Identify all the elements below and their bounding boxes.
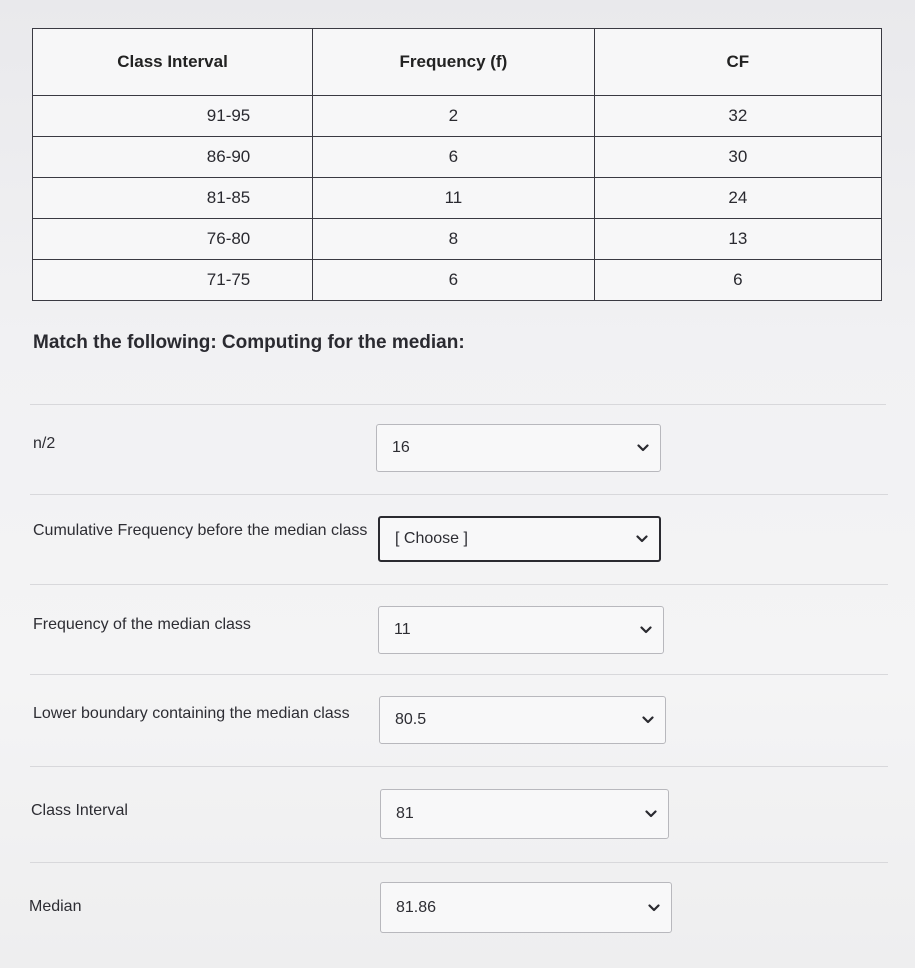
cell-interval: 71-75 <box>33 260 313 301</box>
cell-interval: 91-95 <box>33 96 313 137</box>
match-select-cumulative-frequency[interactable] <box>378 516 661 562</box>
select-value: 11 <box>394 621 411 638</box>
table-row <box>33 260 882 301</box>
match-select-frequency-median[interactable] <box>378 606 664 654</box>
chevron-down-icon <box>635 532 649 546</box>
cell-cf: 6 <box>594 260 881 301</box>
table-row <box>33 178 882 219</box>
table-row <box>33 219 882 260</box>
cell-interval: 76-80 <box>33 219 313 260</box>
table-row <box>33 137 882 178</box>
divider <box>30 862 888 863</box>
match-label-frequency-median: Frequency of the median class <box>33 616 251 633</box>
header-frequency: Frequency (f) <box>313 29 595 96</box>
divider <box>30 494 888 495</box>
chevron-down-icon <box>644 807 658 821</box>
chevron-down-icon <box>639 623 653 637</box>
cell-cf: 24 <box>594 178 881 219</box>
header-class-interval: Class Interval <box>33 29 313 96</box>
match-select-class-interval[interactable] <box>380 789 669 839</box>
match-select-n-half[interactable] <box>376 424 661 472</box>
question-title: Match the following: Computing for the median: <box>33 332 465 353</box>
match-select-lower-boundary[interactable] <box>379 696 666 744</box>
divider <box>30 766 888 767</box>
select-value: 16 <box>392 439 410 456</box>
match-label-class-interval: Class Interval <box>31 802 128 819</box>
divider <box>30 674 888 675</box>
select-value: [ Choose ] <box>395 530 468 547</box>
frequency-distribution-table <box>32 28 882 301</box>
match-label-lower-boundary: Lower boundary containing the median class <box>33 705 350 722</box>
match-label-cumulative-frequency: Cumulative Frequency before the median class <box>33 522 368 539</box>
chevron-down-icon <box>647 901 661 915</box>
cell-frequency: 6 <box>313 137 595 178</box>
select-value: 81.86 <box>396 898 437 916</box>
match-select-median[interactable] <box>380 882 672 933</box>
table-header-row <box>33 29 882 96</box>
cell-cf: 32 <box>594 96 881 137</box>
match-label-median: Median <box>29 898 82 915</box>
select-value: 80.5 <box>395 711 427 728</box>
cell-frequency: 11 <box>313 178 595 219</box>
match-label-n-half: n/2 <box>33 435 56 452</box>
divider <box>30 404 886 405</box>
divider <box>30 584 888 585</box>
cell-cf: 13 <box>594 219 881 260</box>
cell-cf: 30 <box>594 137 881 178</box>
select-value: 81 <box>396 805 414 822</box>
cell-frequency: 6 <box>313 260 595 301</box>
cell-frequency: 2 <box>313 96 595 137</box>
table-row <box>33 96 882 137</box>
cell-interval: 81-85 <box>33 178 313 219</box>
chevron-down-icon <box>636 441 650 455</box>
cell-interval: 86-90 <box>33 137 313 178</box>
cell-frequency: 8 <box>313 219 595 260</box>
header-cf: CF <box>594 29 881 96</box>
chevron-down-icon <box>641 713 655 727</box>
